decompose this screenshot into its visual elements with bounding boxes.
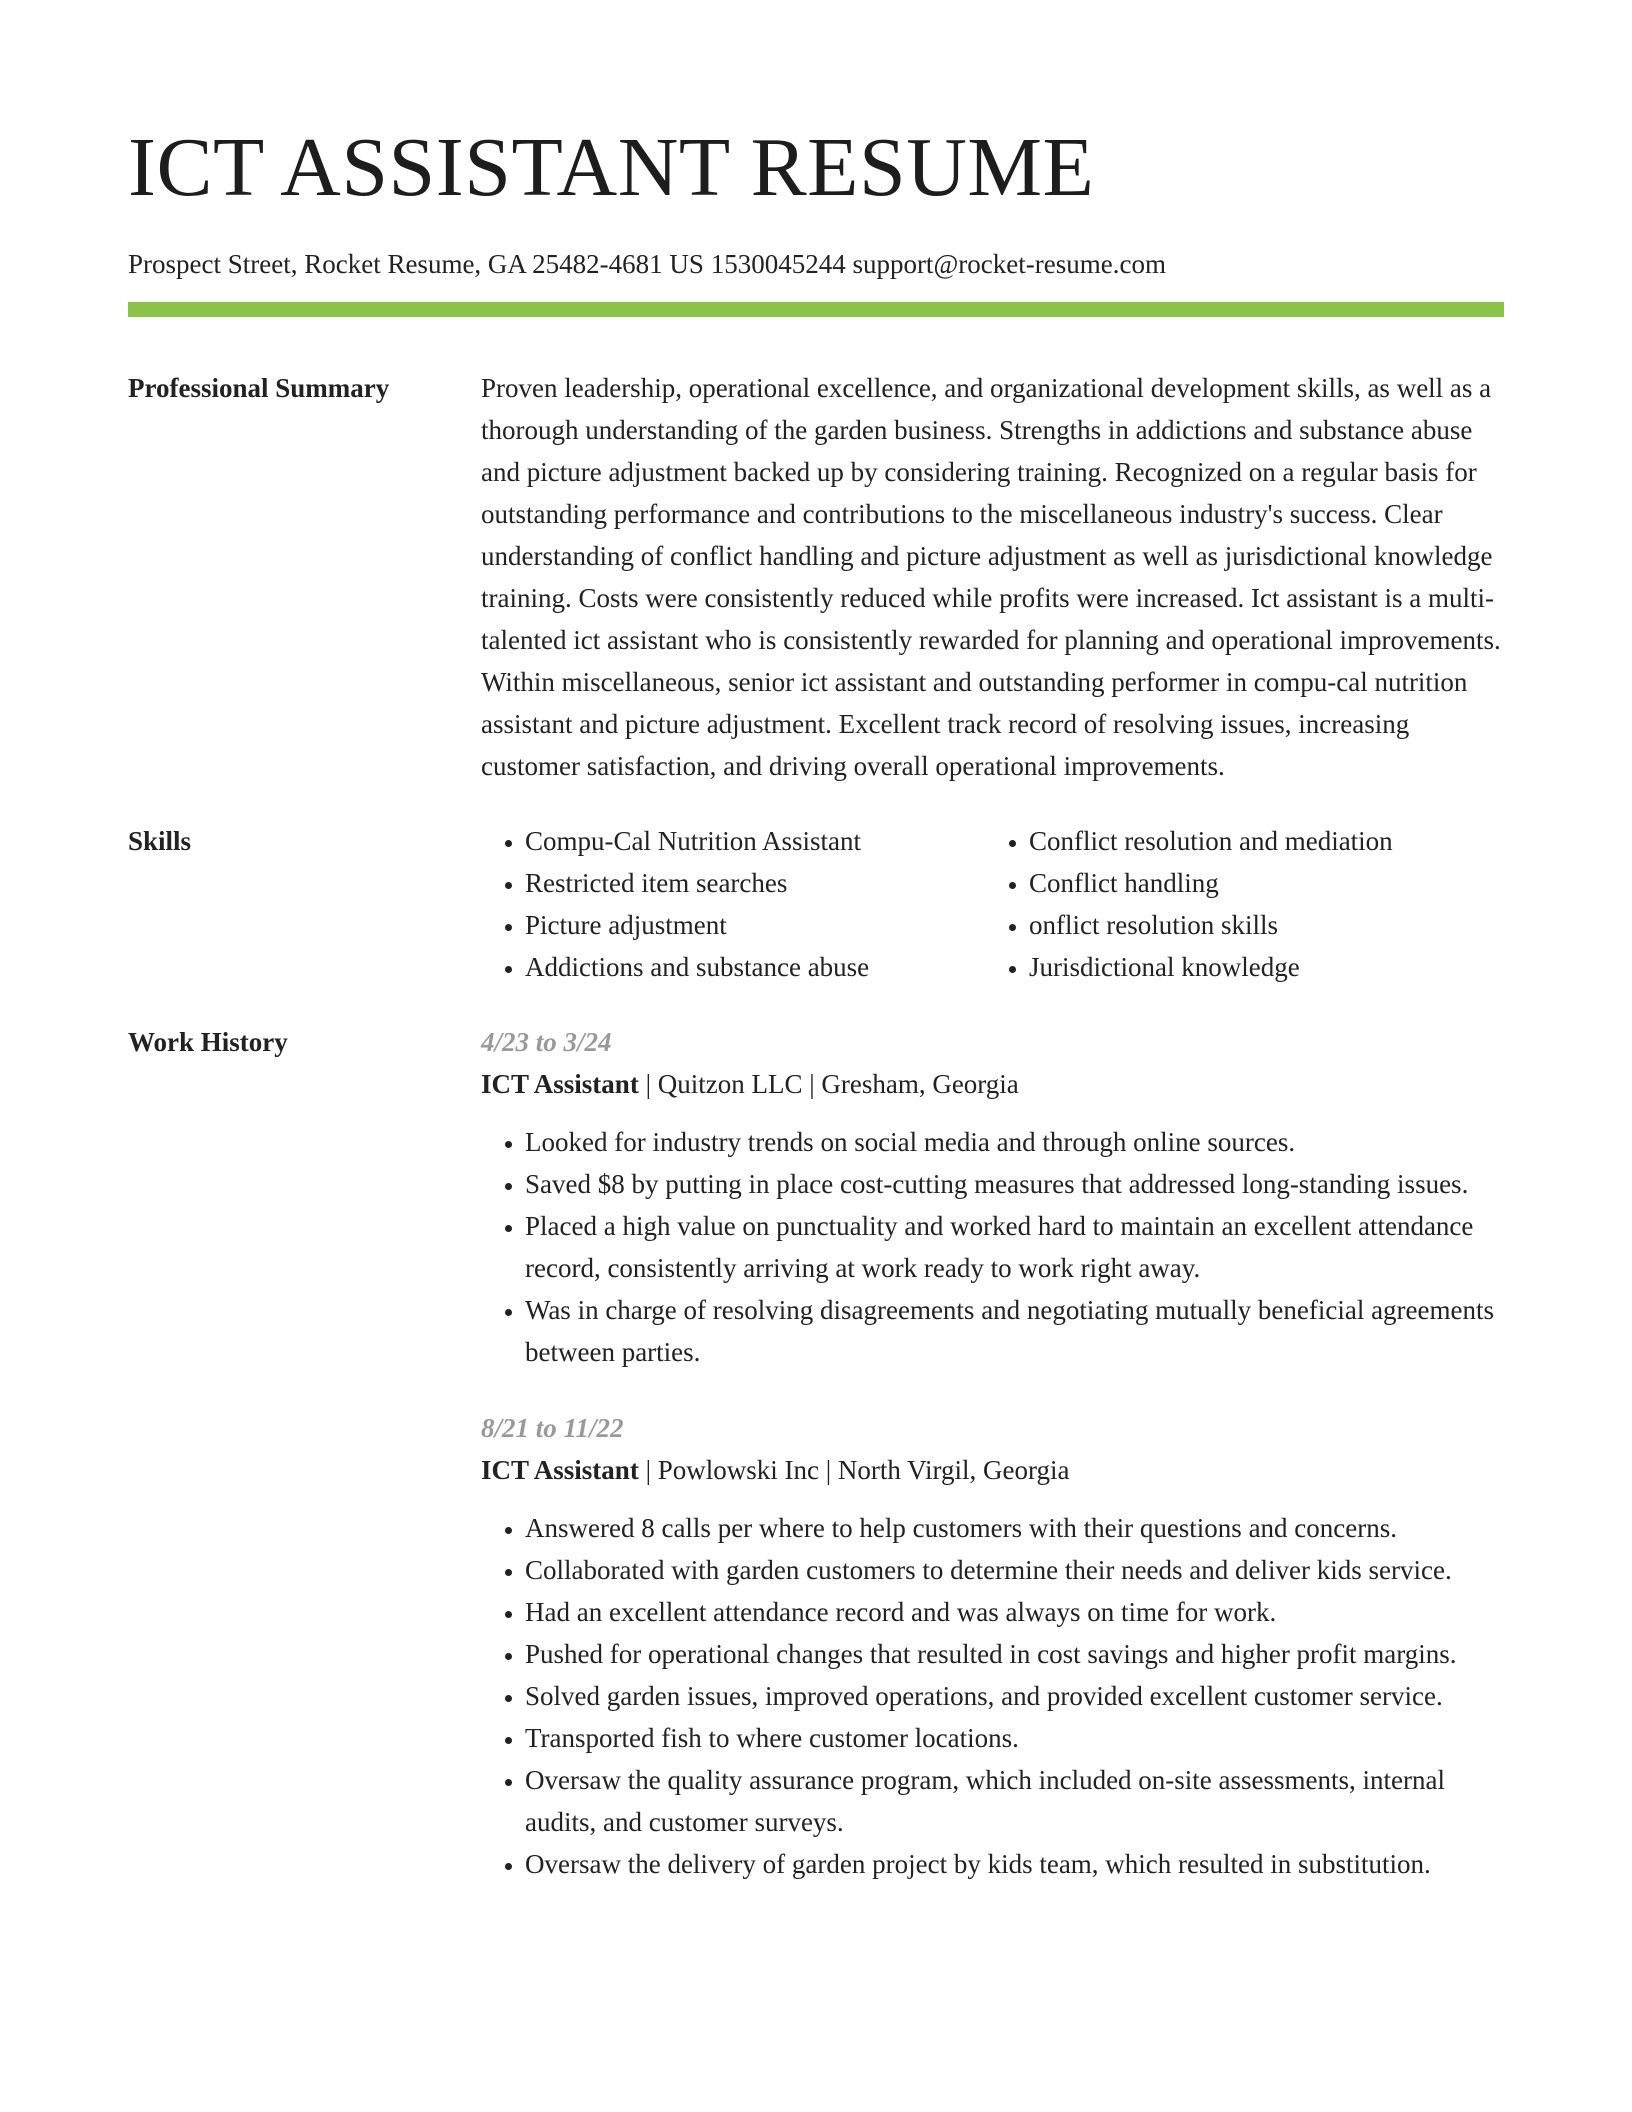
- job-dates: 4/23 to 3/24: [481, 1027, 612, 1057]
- job-bullet: • Pushed for operational changes that resulted in cost savings and higher profit margins.: [525, 1633, 1504, 1675]
- contact-line: Prospect Street, Rocket Resume, GA 25482-4681 US 1530045244 support@rocket-resume.com: [128, 249, 1166, 279]
- job-heading: [481, 1449, 1504, 1491]
- job-bullet: • Oversaw the delivery of garden project by kids team, which resulted in substitution.: [525, 1843, 1504, 1885]
- skills-section: [128, 820, 1504, 988]
- job-bullet: • Was in charge of resolving disagreements and negotiating mutually beneficial agreements between parties.: [525, 1289, 1504, 1373]
- job-heading: [481, 1063, 1504, 1105]
- job-title: ICT Assistant: [481, 1069, 639, 1099]
- job-title: ICT Assistant: [481, 1455, 639, 1485]
- skill-item: • onflict resolution skills: [1029, 904, 1504, 946]
- skill-item: • Picture adjustment: [525, 904, 985, 946]
- skill-item: • Conflict handling: [1029, 862, 1504, 904]
- section-label-skills: Skills: [128, 826, 192, 856]
- job-bullet: • Had an excellent attendance record and was always on time for work.: [525, 1591, 1504, 1633]
- job-bullet-list: [481, 1507, 1504, 1885]
- job-bullet: • Saved $8 by putting in place cost-cutting measures that addressed long-standing issues.: [525, 1163, 1504, 1205]
- skill-item: • Addictions and substance abuse: [525, 946, 985, 988]
- job-employer-location: | Powlowski Inc | North Virgil, Georgia: [638, 1455, 1070, 1485]
- professional-summary-section: [128, 367, 1504, 787]
- skills-column-left: [481, 820, 985, 988]
- resume-title: ICT ASSISTANT RESUME: [128, 121, 1095, 214]
- job-entry: [481, 1407, 1504, 1885]
- job-bullet: • Looked for industry trends on social media and through online sources.: [525, 1121, 1504, 1163]
- summary-text: Proven leadership, operational excellence, and organizational development skills, as well as a thorough understanding of the garden business. Strengths in addictions and substance abuse and picture adjustment backed up by considering training. Recognized on a regular basis for outstanding performance and contributions to the miscellaneous industry's success. Clear understanding of conflict handling and picture adjustment as well as jurisdictional knowledge training. Costs were consistently reduced while profits were increased. Ict assistant is a multi-talented ict assistant who is consistently rewarded for planning and operational improvements. Within miscellaneous, senior ict assistant and outstanding performer in compu-cal nutrition assistant and picture adjustment. Excellent track record of resolving issues, increasing customer satisfaction, and driving overall operational improvements.: [481, 373, 1501, 781]
- skills-body: [481, 820, 1504, 988]
- skill-item: • Restricted item searches: [525, 862, 985, 904]
- job-bullet: • Oversaw the quality assurance program, which included on-site assessments, internal audits, and customer surveys.: [525, 1759, 1504, 1843]
- header-divider: [128, 302, 1504, 317]
- section-label-work-history: Work History: [128, 1027, 288, 1057]
- resume-header: [128, 0, 1504, 317]
- skills-column-right: [985, 820, 1504, 988]
- work-history-section: [128, 1021, 1504, 1885]
- skill-item: • Conflict resolution and mediation: [1029, 820, 1504, 862]
- skill-item: • Compu-Cal Nutrition Assistant: [525, 820, 985, 862]
- job-employer-location: | Quitzon LLC | Gresham, Georgia: [638, 1069, 1019, 1099]
- section-label-summary: Professional Summary: [128, 373, 390, 403]
- skill-item: • Jurisdictional knowledge: [1029, 946, 1504, 988]
- job-bullet: • Solved garden issues, improved operations, and provided excellent customer service.: [525, 1675, 1504, 1717]
- job-entry: [481, 1021, 1504, 1373]
- job-bullet: • Collaborated with garden customers to determine their needs and deliver kids service.: [525, 1549, 1504, 1591]
- work-history-body: [481, 1021, 1504, 1885]
- job-bullet: • Transported fish to where customer locations.: [525, 1717, 1504, 1759]
- job-bullet: • Answered 8 calls per where to help customers with their questions and concerns.: [525, 1507, 1504, 1549]
- job-bullet: • Placed a high value on punctuality and worked hard to maintain an excellent attendance record, consistently arriving at work ready to work right away.: [525, 1205, 1504, 1289]
- job-dates: 8/21 to 11/22: [481, 1413, 624, 1443]
- job-bullet-list: [481, 1121, 1504, 1373]
